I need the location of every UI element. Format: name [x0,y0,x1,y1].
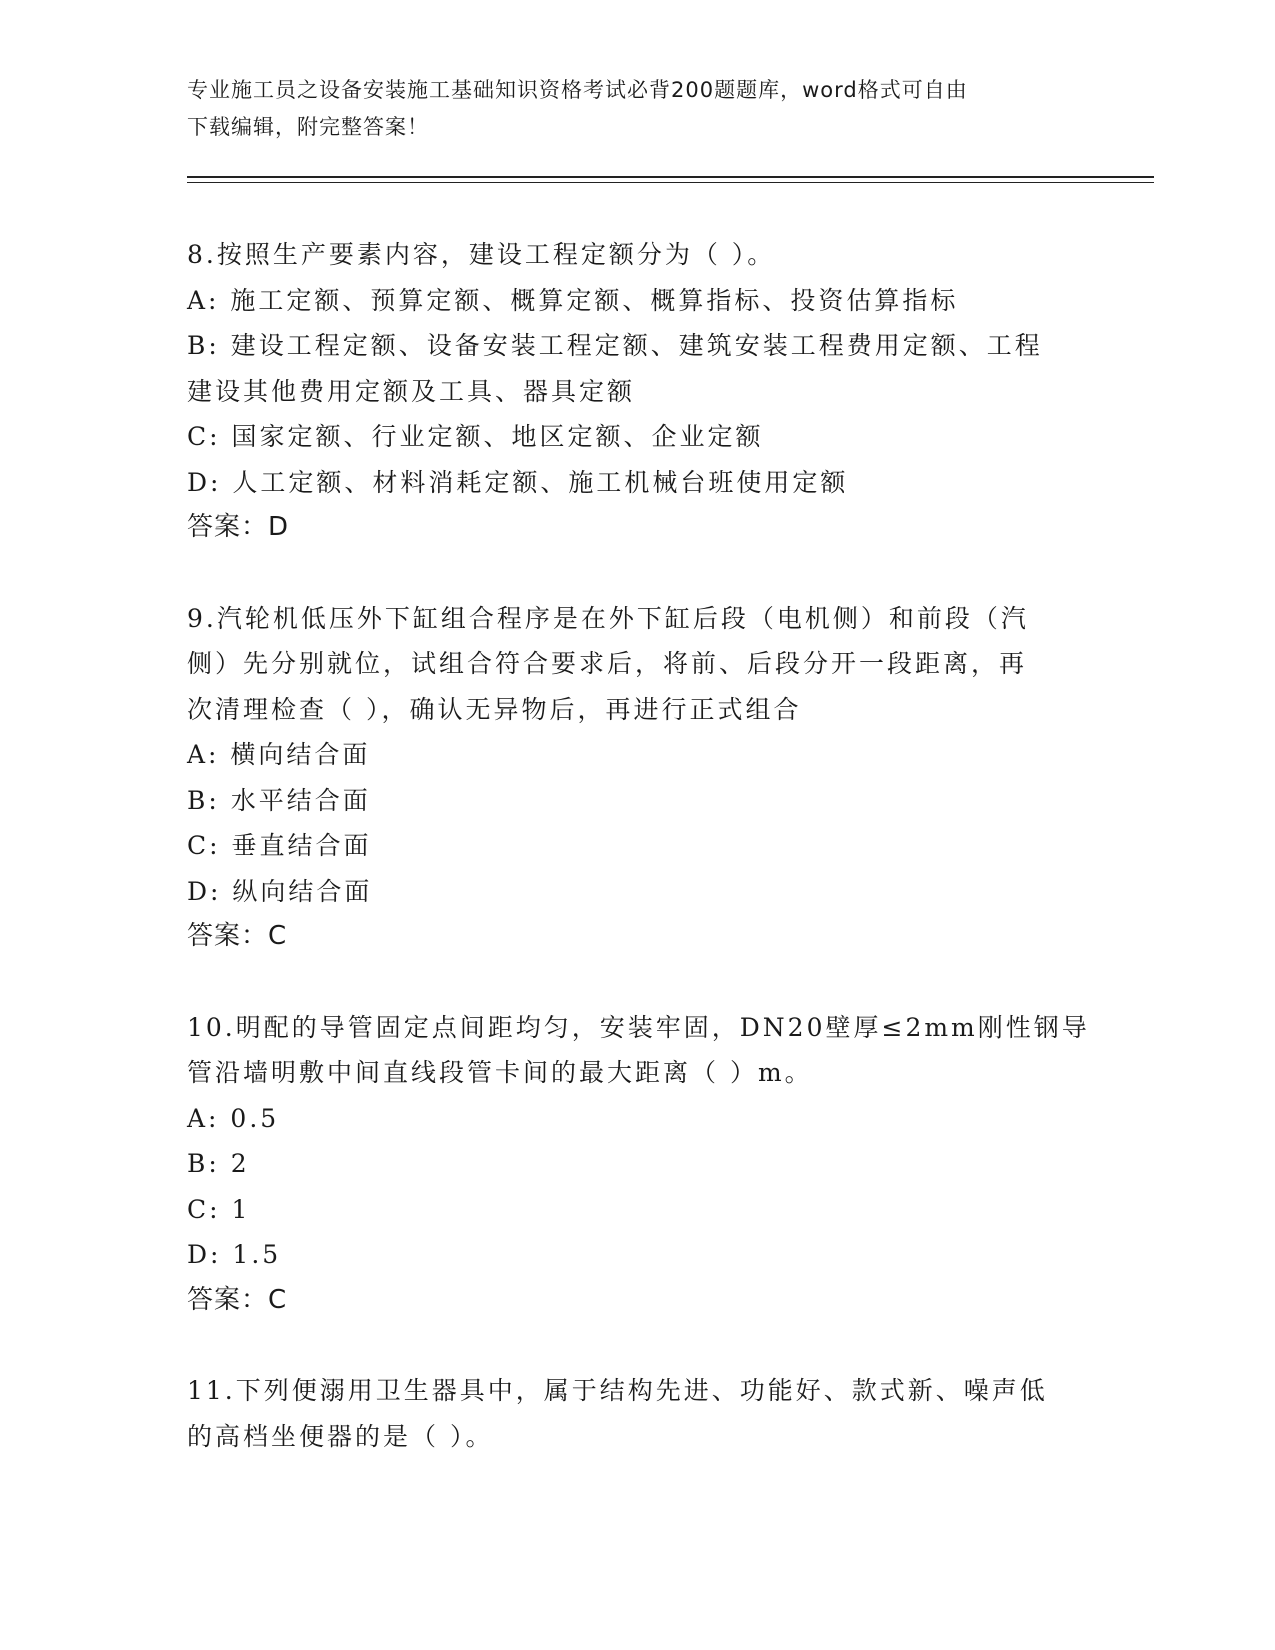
header-rule-thick [187,176,1154,178]
question-list [187,232,1090,1459]
document-header [187,72,1067,146]
header-line-2: 下载编辑，附完整答案！ [187,115,429,139]
option-b: B: 建设工程定额、设备安装工程定额、建筑安装工程费用定额、工程 [187,331,1043,360]
question-stem: 8.按照生产要素内容，建设工程定额分为（ ）。 [187,240,776,269]
question-stem-continued: 次清理检查（ ），确认无异物后，再进行正式组合 [187,694,802,724]
option-c: C: 国家定额、行业定额、地区定额、企业定额 [187,422,764,451]
question-8 [187,232,1087,551]
header-rule-thin [187,182,1154,183]
answer-label: 答案：C [187,921,288,951]
question-stem: 10.明配的导管固定点间距均匀，安装牢固，DN20壁厚≤2mm刚性钢导 [187,1012,1090,1042]
option-b: B: 2 [187,1149,250,1178]
option-d: D: 人工定额、材料消耗定额、施工机械台班使用定额 [187,467,849,497]
option-a: A: 横向结合面 [187,740,371,769]
option-b: B: 水平结合面 [187,785,371,815]
question-11 [187,1368,1087,1459]
question-stem: 9.汽轮机低压外下缸组合程序是在外下缸后段（电机侧）和前段（汽 [187,603,1029,633]
option-c: C: 垂直结合面 [187,831,372,860]
option-d: D: 纵向结合面 [187,876,373,906]
question-stem: 11.下列便溺用卫生器具中，属于结构先进、功能好、款式新、噪声低 [187,1376,1048,1405]
question-10 [187,1005,1090,1324]
option-a: A: 施工定额、预算定额、概算定额、概算指标、投资估算指标 [187,285,959,315]
answer-label: 答案：D [187,512,290,542]
option-b-continued: 建设其他费用定额及工具、器具定额 [187,376,636,406]
option-d: D: 1.5 [187,1240,282,1269]
option-c: C: 1 [187,1194,251,1224]
question-stem-continued: 管沿墙明敷中间直线段管卡间的最大距离（ ）m。 [187,1058,813,1087]
question-stem-continued: 的高档坐便器的是（ ）。 [187,1421,494,1451]
question-9 [187,596,1087,960]
header-line-1: 专业施工员之设备安装施工基础知识资格考试必背200题题库，word格式可自由 [187,78,968,102]
answer-label: 答案：C [187,1284,288,1315]
option-a: A: 0.5 [187,1103,280,1133]
question-stem-continued: 侧）先分别就位，试组合符合要求后，将前、后段分开一段距离，再 [187,649,1028,678]
